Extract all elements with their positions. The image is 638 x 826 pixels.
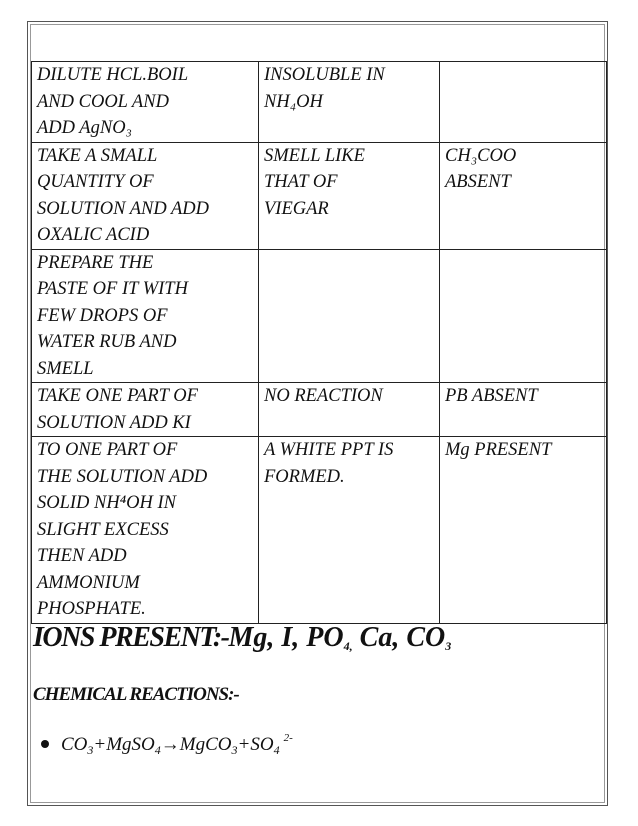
experiment-cell: DILUTE HCL.BOIL AND COOL AND ADD AgNO₃ xyxy=(32,62,259,143)
eq-charge: 2- xyxy=(283,732,293,744)
table-row xyxy=(32,383,607,437)
ions-present-label: IONS PRESENT:- xyxy=(33,622,229,653)
eq-part: +SO xyxy=(237,734,274,755)
eq-subscript: 3 xyxy=(231,743,238,757)
chemical-reactions-heading: CHEMICAL REACTIONS:- xyxy=(33,684,239,705)
eq-part: CO xyxy=(61,734,88,755)
inference-cell: PB ABSENT xyxy=(440,383,607,437)
ions-value: Mg, I, PO xyxy=(228,622,344,653)
eq-subscript: 4 xyxy=(154,743,161,757)
inference-cell: CH₃COO ABSENT xyxy=(440,142,607,249)
reaction-equation xyxy=(41,734,293,756)
eq-part: +MgSO xyxy=(93,734,155,755)
inference-cell xyxy=(440,62,607,143)
ions-present-line xyxy=(33,622,451,654)
observation-table xyxy=(31,61,607,624)
experiment-cell: TO ONE PART OF THE SOLUTION ADD SOLID NH⁴OH IN SLIGHT EXCESS THEN ADD AMMONIUM PHOSPHATE. xyxy=(32,437,259,624)
ions-value: Ca, CO xyxy=(352,622,446,653)
observation-cell: NO REACTION xyxy=(259,383,440,437)
eq-subscript: 4 xyxy=(273,743,280,757)
table-row xyxy=(32,249,607,383)
inference-cell: Mg PRESENT xyxy=(440,437,607,624)
experiment-cell: TAKE A SMALL QUANTITY OF SOLUTION AND ADD OXALIC ACID xyxy=(32,142,259,249)
table-row xyxy=(32,62,607,143)
experiment-cell: TAKE ONE PART OF SOLUTION ADD KI xyxy=(32,383,259,437)
ions-subscript: 4, xyxy=(343,639,353,653)
observation-cell: A WHITE PPT IS FORMED. xyxy=(259,437,440,624)
observation-cell xyxy=(259,249,440,383)
inference-cell xyxy=(440,249,607,383)
eq-subscript: 3 xyxy=(87,743,94,757)
ions-subscript: 3 xyxy=(445,639,452,653)
observation-cell: INSOLUBLE IN NH₄OH xyxy=(259,62,440,143)
experiment-cell: PREPARE THE PASTE OF IT WITH FEW DROPS OF WATER RUB AND SMELL xyxy=(32,249,259,383)
table-row xyxy=(32,142,607,249)
table-row xyxy=(32,437,607,624)
eq-part: →MgCO xyxy=(160,734,232,755)
observation-cell: SMELL LIKE THAT OF VIEGAR xyxy=(259,142,440,249)
bullet-icon xyxy=(41,740,49,748)
